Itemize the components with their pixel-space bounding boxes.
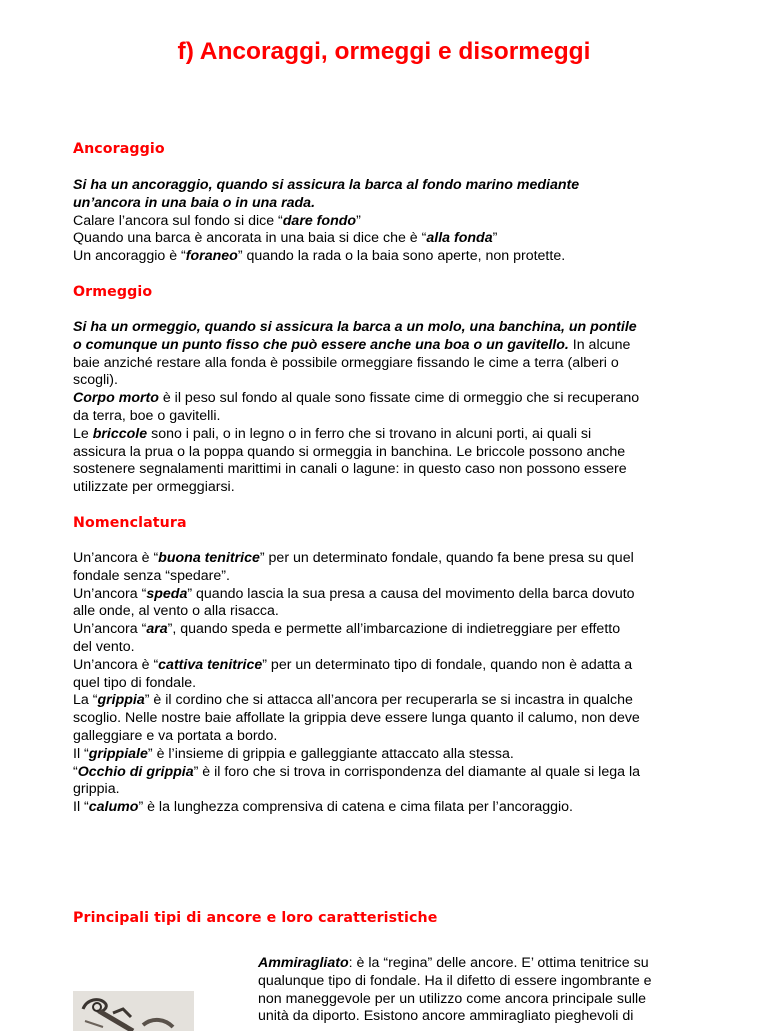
term-ammiragliato: Ammiragliato: [258, 955, 349, 971]
section-heading-ormeggio: Ormeggio: [73, 284, 153, 300]
text-run: ” quando la rada o la baia sono aperte, non protette.: [237, 248, 566, 265]
text-line: [73, 337, 703, 355]
term-cattiva-tenitrice: cattiva tenitrice: [158, 656, 263, 673]
term-briccole: briccole: [92, 425, 148, 442]
text-run: : è la “regina” delle ancore. E’ ottima tenitrice su: [348, 955, 649, 971]
text-line: qualunque tipo di fondale. Ha il difetto di essere ingombrante e: [258, 972, 652, 989]
text-line: unità da diporto. Esistono ancore ammiragliato pieghevoli di: [258, 1008, 634, 1025]
section-heading-ancoraggio: Ancoraggio: [73, 141, 165, 157]
term-corpo-morto: Corpo morto: [73, 390, 159, 407]
ammiragliato-description: [258, 955, 698, 1026]
page-title: f) Ancoraggi, ormeggi e disormeggi: [177, 38, 591, 65]
text-run: Un’ancora “: [73, 585, 147, 602]
text-run: ” è la lunghezza comprensiva di catena e cima filata per l’ancoraggio.: [138, 799, 573, 816]
text-run: In alcune: [568, 336, 631, 353]
text-run: Un’ancora è “: [73, 656, 159, 673]
text-line: [73, 799, 703, 817]
text-line: [73, 550, 703, 568]
section-heading-nomenclatura: Nomenclatura: [73, 515, 187, 531]
text-line: scogli).: [73, 372, 118, 389]
text-line: fondale senza “spedare”.: [73, 567, 230, 584]
term-buona-tenitrice: buona tenitrice: [158, 550, 260, 566]
text-line: [73, 586, 703, 604]
term-dare-fondo: dare fondo: [282, 212, 357, 229]
text-run: ” quando lascia la sua presa a causa del movimento della barca dovuto: [187, 585, 635, 602]
text-run: ” è il foro che si trova in corrispondenza del diamante al quale si lega la: [193, 763, 640, 780]
text-line: del vento.: [73, 638, 135, 655]
text-run: Un’ancora è “: [73, 550, 159, 566]
text-run: Quando una barca è ancorata in una baia si dice che è “: [73, 230, 427, 247]
text-run: Il “: [73, 799, 89, 816]
text-run: Calare l’ancora sul fondo si dice “: [73, 212, 283, 229]
text-line: Si ha un ancoraggio, quando si assicura la barca al fondo marino mediante: [73, 177, 580, 193]
text-line: [73, 248, 703, 266]
text-line: non maneggevole per un utilizzo come ancora principale sulle: [258, 990, 647, 1007]
text-line: alle onde, al vento o alla risacca.: [73, 603, 279, 620]
text-line: [73, 213, 703, 231]
text-line: [73, 621, 703, 639]
text-run: Il “: [73, 745, 89, 762]
term-ara: ara: [146, 621, 168, 638]
text-run: ”: [492, 230, 498, 247]
text-run: sono i pali, o in legno o in ferro che si trovano in alcuni porti, ai quali si: [147, 425, 592, 442]
text-run: Un ancoraggio è “: [73, 248, 186, 265]
term-alla-fonda: alla fonda: [426, 230, 493, 247]
text-line: [73, 657, 703, 675]
term-speda: speda: [146, 585, 188, 602]
text-line: galleggiare e va portata a bordo.: [73, 727, 278, 744]
text-line: [73, 746, 703, 764]
term-grippiale: grippiale: [88, 745, 148, 762]
text-run: Le: [73, 425, 93, 442]
text-line: [73, 230, 703, 248]
text-run: “: [73, 763, 78, 780]
text-line: sostenere segnalamenti marittimi in canali o lagune: in questo caso non possono essere: [73, 461, 627, 478]
text-line: [258, 955, 698, 973]
text-line: Si ha un ormeggio, quando si assicura la barca a un molo, una banchina, un pontile: [73, 319, 637, 335]
text-line: [73, 764, 703, 782]
term-foraneo: foraneo: [185, 248, 238, 265]
anchor-icon: [73, 991, 194, 1031]
section-heading-tipi-ancore: Principali tipi di ancore e loro caratteristiche: [73, 910, 438, 926]
text-line: [73, 692, 703, 710]
text-line: un’ancora in una baia o in una rada.: [73, 194, 316, 211]
text-run: Un’ancora “: [73, 621, 147, 638]
term-occhio-di-grippia: Occhio di grippia: [77, 763, 194, 780]
text-run: ” per un determinato fondale, quando fa bene presa su quel: [259, 550, 634, 566]
text-line: utilizzate per ormeggiarsi.: [73, 479, 235, 496]
text-run: è il peso sul fondo al quale sono fissate cime di ormeggio che si recuperano: [158, 390, 640, 407]
text-line: da terra, boe o gavitelli.: [73, 407, 221, 424]
text-run: La “: [73, 692, 98, 709]
text-line: [73, 390, 703, 408]
ormeggio-paragraph: [73, 319, 703, 497]
term-grippia: grippia: [97, 692, 145, 709]
text-run: ”, quando speda e permette all’imbarcazione di indietreggiare per effetto: [167, 621, 621, 638]
text-line: scoglio. Nelle nostre baie affollate la grippia deve essere lunga quanto il calumo, non deve: [73, 710, 640, 727]
text-run: ”: [356, 212, 361, 229]
ancoraggio-paragraph: [73, 177, 703, 266]
ammiragliato-anchor-image: [73, 991, 194, 1031]
text-line: assicura la prua o la poppa quando si ormeggia in banchina. Le briccole possono anche: [73, 443, 626, 460]
text-line: grippia.: [73, 781, 120, 798]
text-run: o comunque un punto fisso che può essere anche una boa o un gavitello.: [73, 336, 569, 353]
nomenclatura-paragraph: [73, 550, 703, 817]
text-line: [73, 426, 703, 444]
text-run: ” è il cordino che si attacca all’ancora per recuperarla se si incastra in qualche: [144, 692, 633, 709]
text-line: baie anziché restare alla fonda è possibile ormeggiare fissando le cime a terra (alberi o: [73, 354, 619, 371]
text-run: ” è l’insieme di grippia e galleggiante attaccato alla stessa.: [147, 745, 514, 762]
term-calumo: calumo: [88, 799, 139, 816]
text-line: quel tipo di fondale.: [73, 674, 197, 691]
text-run: ” per un determinato tipo di fondale, quando non è adatta a: [262, 656, 633, 673]
